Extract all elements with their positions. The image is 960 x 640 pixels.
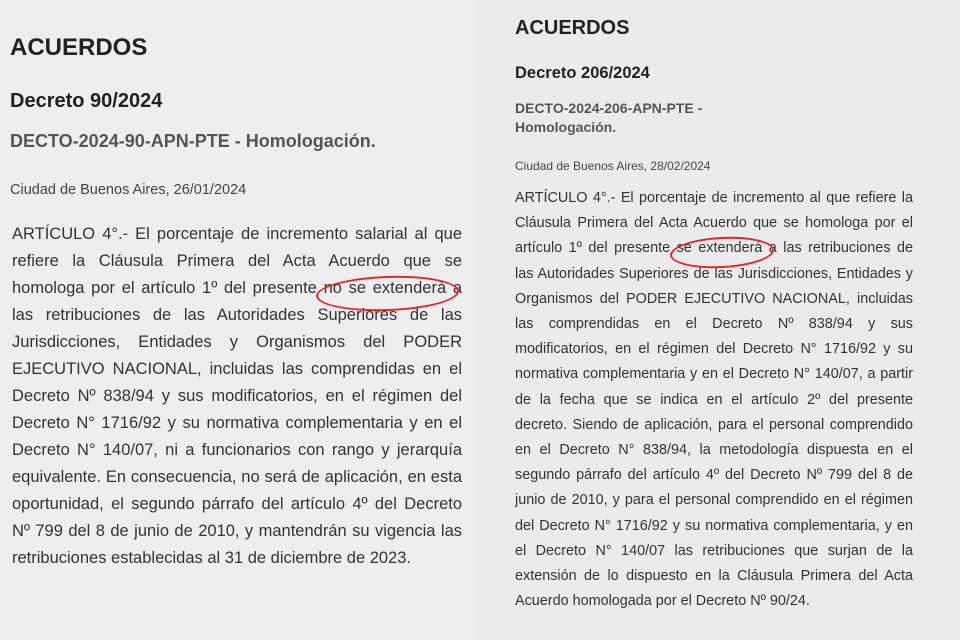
section-title: ACUERDOS xyxy=(515,17,630,39)
right-document-panel xyxy=(490,0,960,640)
place-date: Ciudad de Buenos Aires, 28/02/2024 xyxy=(515,159,711,173)
article-4-text xyxy=(515,186,913,614)
decree-title: Decreto 90/2024 xyxy=(10,90,163,112)
highlighted-phrase xyxy=(677,240,763,256)
highlighted-phrase xyxy=(324,279,447,297)
article-text-after: a las retribuciones de las Autoridades Superiores de las Jurisdicciones, Entidades y Organismos del PODER EJECUTIVO NACIONAL, incluidas las comprendidas en el Decreto Nº 838/94 y sus modificatorios, en el régimen del Decreto N° 1716/92 y su normativa complementaria y en el Decreto N° 140/07, ni a funcionarios con rango y jerarquía equivalente. En consecuencia, no será de aplicación, en esta oportunidad, el segundo párrafo del artículo 4º del Decreto Nº 799 del 8 de junio de 2010, y mantendrán su vigencia las retribuciones establecidas al 31 de diciembre de 2023. xyxy=(12,279,462,567)
decree-code: DECTO-2024-206-APN-PTE - Homologación. xyxy=(515,100,703,135)
highlighted-phrase-text: se extenderá xyxy=(676,240,763,257)
place-date: Ciudad de Buenos Aires, 26/01/2024 xyxy=(10,182,247,198)
article-text-before: ARTÍCULO 4°.- El porcentaje de incremento al que refiere la Cláusula Primera del Acta Acuerdo que se homologa por el artículo 1º del presente xyxy=(515,190,913,257)
highlighted-phrase-text: no se extenderá xyxy=(323,279,447,297)
left-document-panel xyxy=(0,0,478,640)
article-text-before: ARTÍCULO 4°.- El porcentaje de incremento salarial al que refiere la Cláusula Primera del Acta Acuerdo que se homologa por el artículo 1º del presente xyxy=(12,225,462,297)
article-text-after: a las retribuciones de las Autoridades Superiores de las Jurisdicciones, Entidades y Organismos del PODER EJECUTIVO NACIONAL, incluidas las comprendidas en el Decreto Nº 838/94 y sus modificatorios, en el régimen del Decreto N° 1716/92 y su normativa complementaria y en el Decreto N° 140/07, a partir de la fecha que se indica en el artículo 2º del presente decreto. Siendo de aplicación, para el personal comprendido en el Decreto N° 838/94, la metodología dispuesta en el segundo párrafo del artículo 4º del Decreto Nº 799 del 8 de junio de 2010, y para el personal comprendido en el régimen del Decreto N° 1716/92 y su normativa complementaria, y en el Decreto N° 140/07 las retribuciones que surjan de la extensión de lo dispuesto en la Cláusula Primera del Acta Acuerdo homologada por el Decreto Nº 90/24. xyxy=(515,240,913,610)
decree-title: Decreto 206/2024 xyxy=(515,64,650,82)
article-4-text xyxy=(12,221,462,572)
decree-code: DECTO-2024-90-APN-PTE - Homologación. xyxy=(10,131,376,151)
section-title: ACUERDOS xyxy=(10,34,148,61)
